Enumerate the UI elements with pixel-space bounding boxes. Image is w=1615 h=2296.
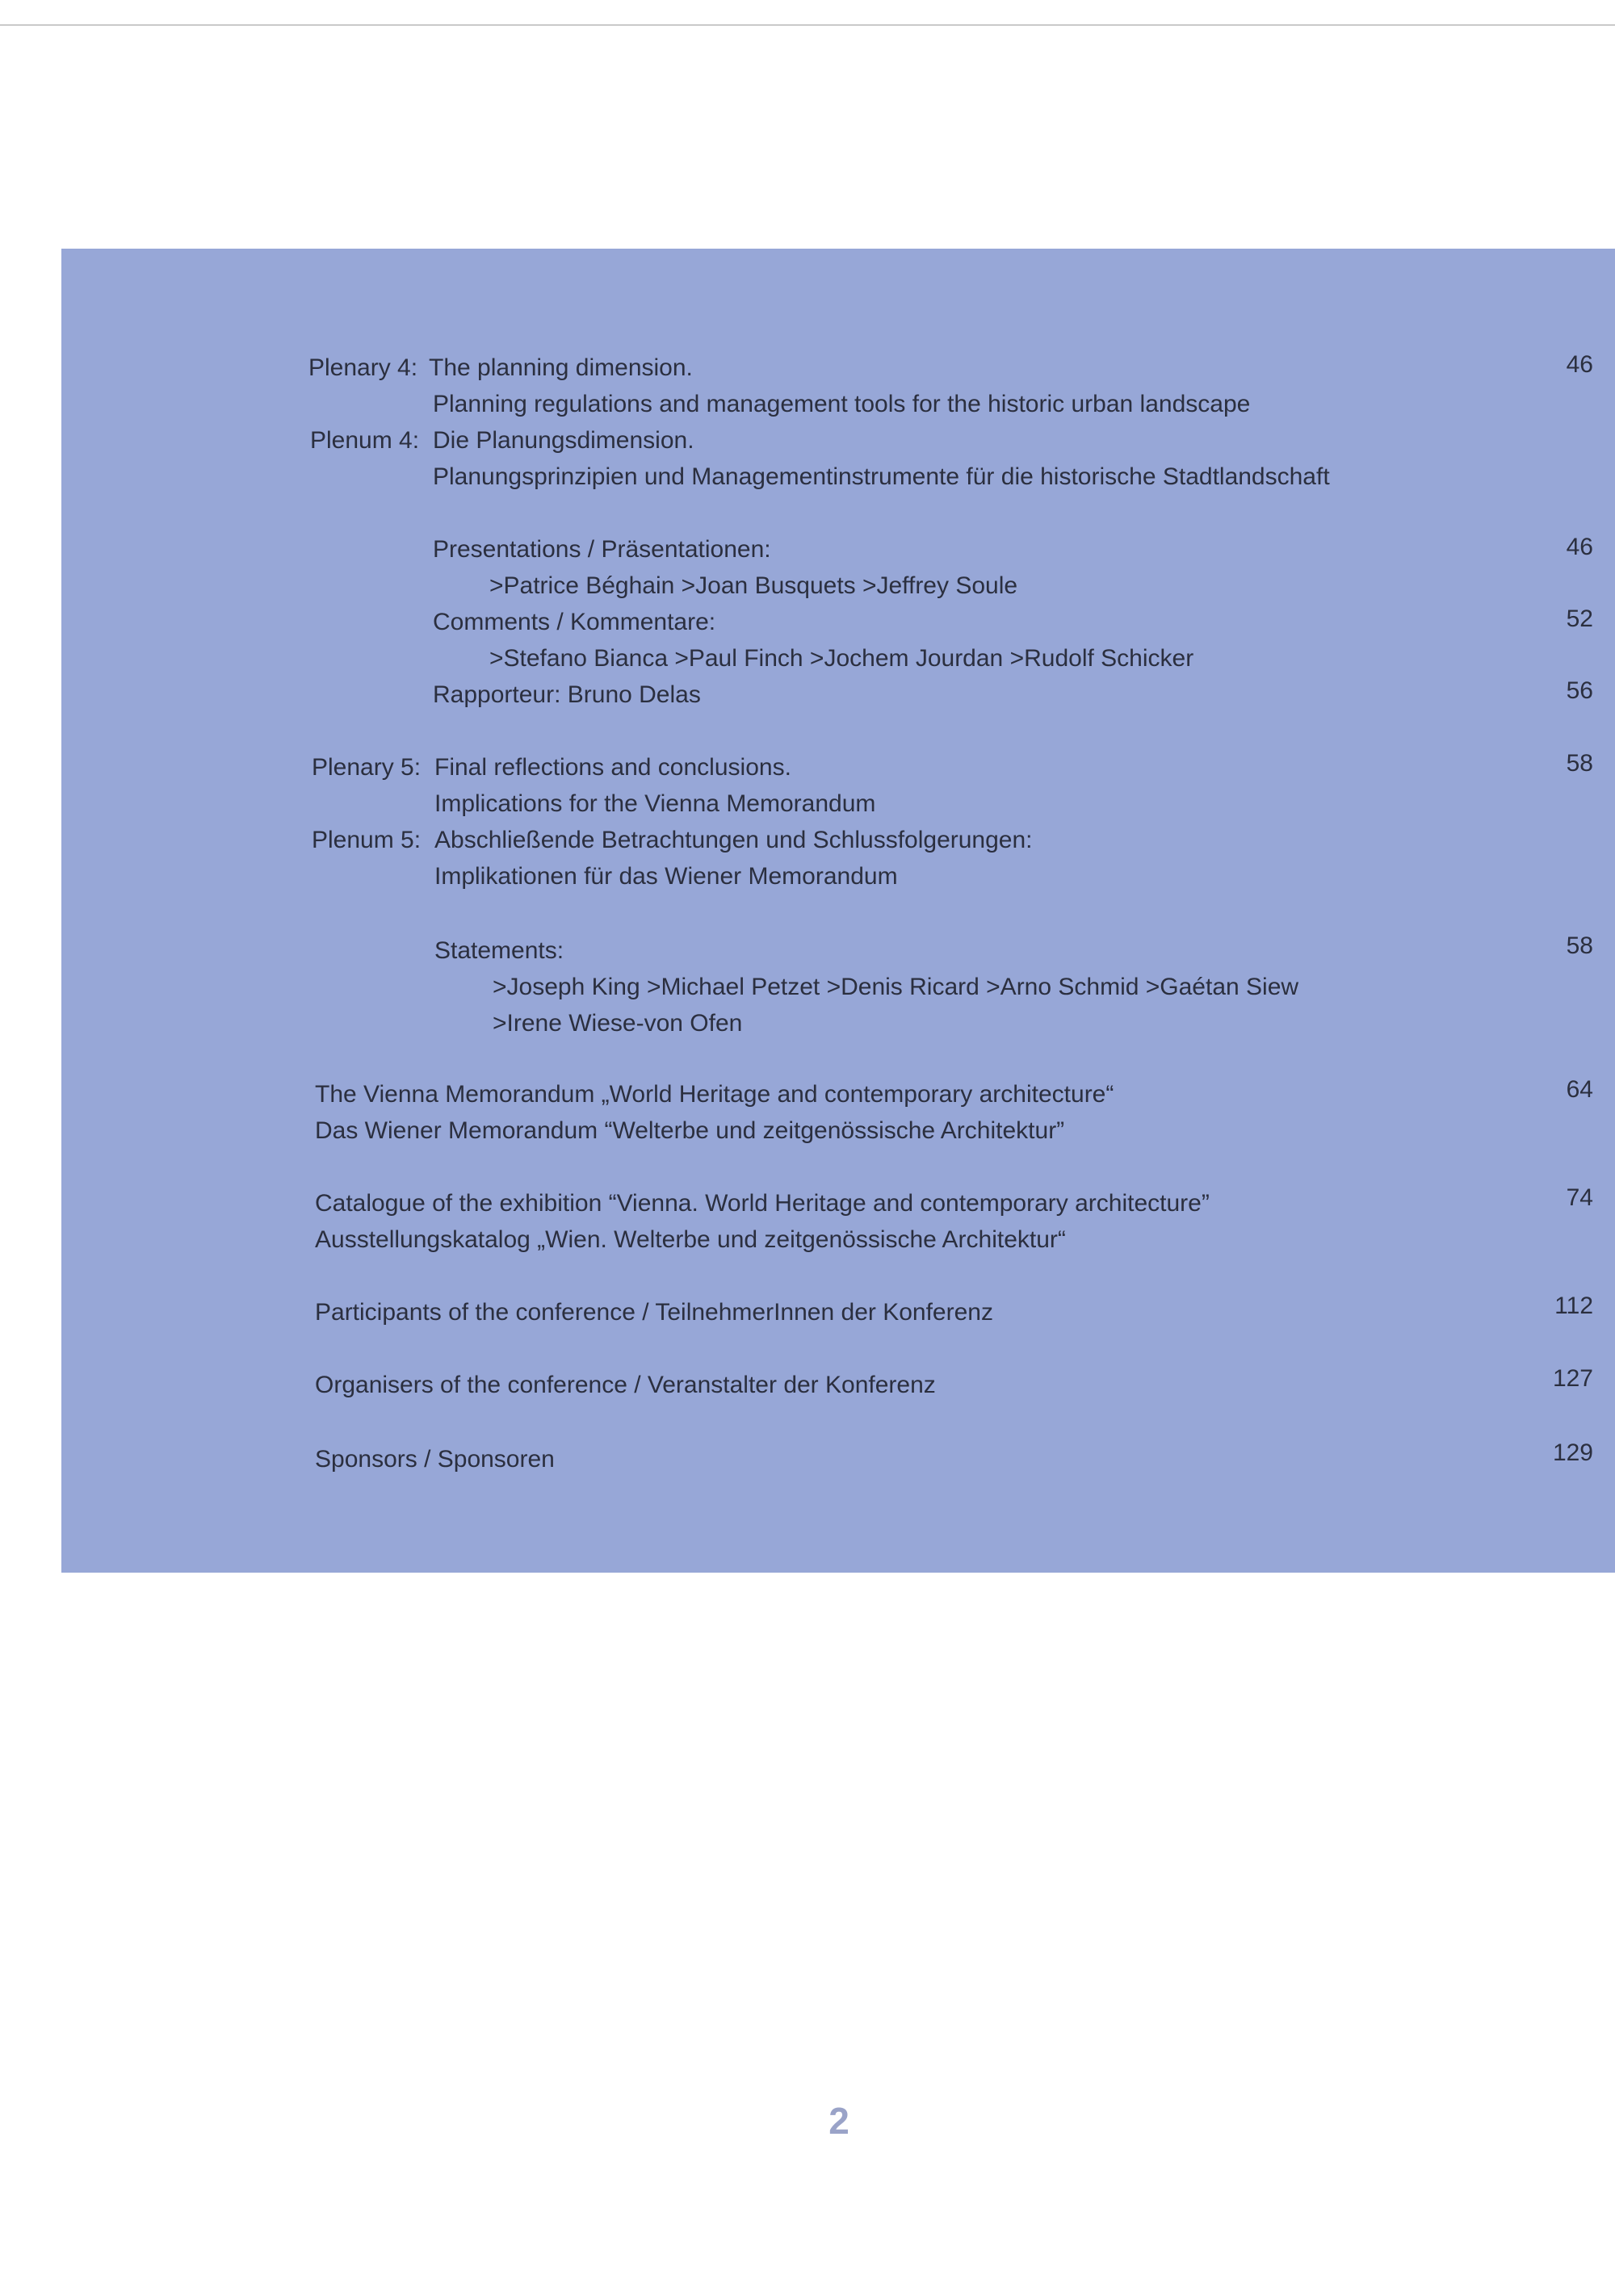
sponsors-title: Sponsors / Sponsoren [315, 1446, 555, 1473]
catalogue-title-de: Ausstellungskatalog „Wien. Welterbe und zeitgenössische Architektur“ [315, 1226, 1066, 1253]
rapporteur-page-number: 56 [1566, 677, 1593, 704]
presentations-heading: Presentations / Präsentationen: [433, 536, 771, 563]
comments-names: >Stefano Bianca >Paul Finch >Jochem Jourdan >Rudolf Schicker [489, 645, 1194, 672]
memorandum-page-number: 64 [1566, 1076, 1593, 1103]
catalogue-page-number: 74 [1566, 1184, 1593, 1211]
top-rule [0, 24, 1615, 26]
plenary4-title-en: The planning dimension. [429, 354, 693, 381]
catalogue-title-en: Catalogue of the exhibition “Vienna. World Heritage and contemporary architecture” [315, 1190, 1210, 1217]
plenary4-subtitle-en: Planning regulations and management tools for the historic urban landscape [433, 391, 1251, 417]
statements-names-line-1: >Joseph King >Michael Petzet >Denis Ricard >Arno Schmid >Gaétan Siew [493, 974, 1299, 1000]
comments-page-number: 52 [1566, 605, 1593, 632]
plenary5-subtitle-en: Implications for the Vienna Memorandum [434, 790, 876, 817]
plenum4-label-de: Plenum 4: [310, 427, 420, 454]
organisers-page-number: 127 [1552, 1365, 1593, 1392]
memorandum-title-en: The Vienna Memorandum „World Heritage and contemporary architecture“ [315, 1081, 1114, 1108]
participants-title: Participants of the conference / TeilnehmerInnen der Konferenz [315, 1299, 993, 1326]
memorandum-title-de: Das Wiener Memorandum “Welterbe und zeitgenössische Architektur” [315, 1117, 1065, 1144]
plenum5-label-de: Plenum 5: [312, 827, 422, 853]
plenary5-label-en: Plenary 5: [312, 754, 422, 781]
plenary4-label-en: Plenary 4: [308, 354, 418, 381]
plenum4-subtitle-de: Planungsprinzipien und Managementinstrumente für die historische Stadtlandschaft [433, 463, 1330, 490]
statements-page-number: 58 [1566, 932, 1593, 959]
table-of-contents-panel [61, 249, 1615, 1573]
plenum4-title-de: Die Planungsdimension. [433, 427, 694, 454]
plenum5-subtitle-de: Implikationen für das Wiener Memorandum [434, 863, 898, 890]
presentations-page-number: 46 [1566, 534, 1593, 560]
statements-names-line-2: >Irene Wiese-von Ofen [493, 1010, 743, 1037]
plenary4-page-number: 46 [1566, 351, 1593, 378]
page-number: 2 [828, 2100, 849, 2142]
participants-page-number: 112 [1554, 1293, 1593, 1319]
organisers-title: Organisers of the conference / Veranstalter der Konferenz [315, 1372, 936, 1398]
comments-heading: Comments / Kommentare: [433, 609, 716, 635]
plenary5-page-number: 58 [1566, 750, 1593, 777]
statements-heading: Statements: [434, 937, 564, 964]
plenum5-title-de: Abschließende Betrachtungen und Schlussfolgerungen: [434, 827, 1033, 853]
plenary5-title-en: Final reflections and conclusions. [434, 754, 791, 781]
presentations-names: >Patrice Béghain >Joan Busquets >Jeffrey Soule [489, 572, 1018, 599]
sponsors-page-number: 129 [1552, 1439, 1593, 1466]
rapporteur-entry: Rapporteur: Bruno Delas [433, 681, 701, 708]
